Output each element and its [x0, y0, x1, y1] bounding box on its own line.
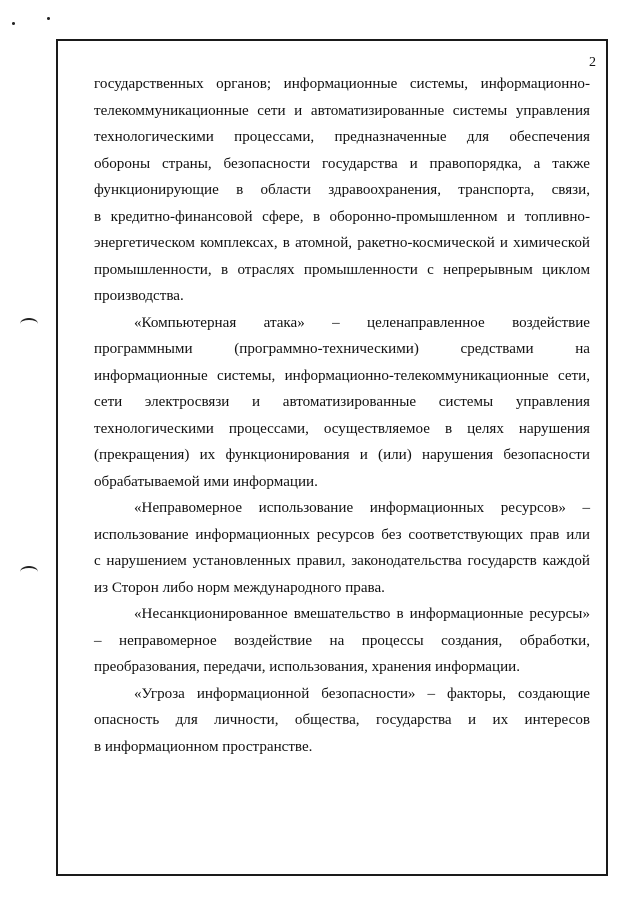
- text-line: в информационном пространстве.: [94, 738, 313, 755]
- text-line: государственных органов; информационные системы, информационно-: [94, 76, 590, 92]
- text-line: «Неправомерное использование информационных ресурсов» –: [134, 500, 590, 516]
- text-line: из Сторон либо норм международного права.: [94, 579, 385, 596]
- text-line: энергетическом комплексах, в атомной, ракетно-космической и химической: [94, 235, 590, 251]
- text-line: «Угроза информационной безопасности» – факторы, создающие: [134, 685, 590, 702]
- page-number: 2: [589, 55, 596, 70]
- text-line: производства.: [94, 288, 184, 304]
- text-line: технологическими процессами, осуществляемое в целях нарушения: [94, 420, 590, 437]
- text-line: опасность для личности, общества, государства и их интересов: [94, 712, 590, 728]
- page-frame: [56, 39, 608, 876]
- text-line: технологическими процессами, предназначенные для обеспечения: [94, 129, 590, 145]
- binding-mark-lower: [20, 566, 38, 578]
- text-line: обрабатываемой ими информации.: [94, 473, 318, 490]
- text-line: – неправомерное воздействие на процессы создания, обработки,: [94, 632, 590, 649]
- text-line: с нарушением установленных правил, законодательства государств каждой: [94, 553, 590, 569]
- scan-dot: [12, 22, 15, 25]
- document-body: [94, 71, 590, 760]
- text-line: функционирующие в области здравоохранения, транспорта, связи,: [94, 182, 590, 198]
- text-line: «Компьютерная атака» – целенаправленное воздействие: [134, 314, 590, 331]
- scan-dot: [47, 17, 50, 20]
- text-line: обороны страны, безопасности государства и правопорядка, а также: [94, 155, 590, 172]
- text-line: промышленности, в отраслях промышленности с непрерывным циклом: [94, 261, 590, 278]
- text-line: «Несанкционированное вмешательство в информационные ресурсы»: [134, 606, 590, 622]
- binding-mark-upper: [20, 318, 38, 330]
- text-line: сети электросвязи и автоматизированные системы управления: [94, 394, 590, 410]
- text-line: преобразования, передачи, использования, хранения информации.: [94, 659, 521, 675]
- text-line: (прекращения) их функционирования и (или) нарушения безопасности: [94, 447, 590, 463]
- text-line: информационные системы, информационно-телекоммуникационные сети,: [94, 367, 590, 384]
- text-line: телекоммуникационные сети и автоматизированные системы управления: [94, 102, 590, 119]
- text-line: в кредитно-финансовой сфере, в оборонно-промышленном и топливно-: [94, 208, 590, 225]
- text-line: программными (программно-техническими) средствами на: [94, 341, 590, 357]
- text-line: использование информационных ресурсов без соответствующих прав или: [94, 526, 590, 543]
